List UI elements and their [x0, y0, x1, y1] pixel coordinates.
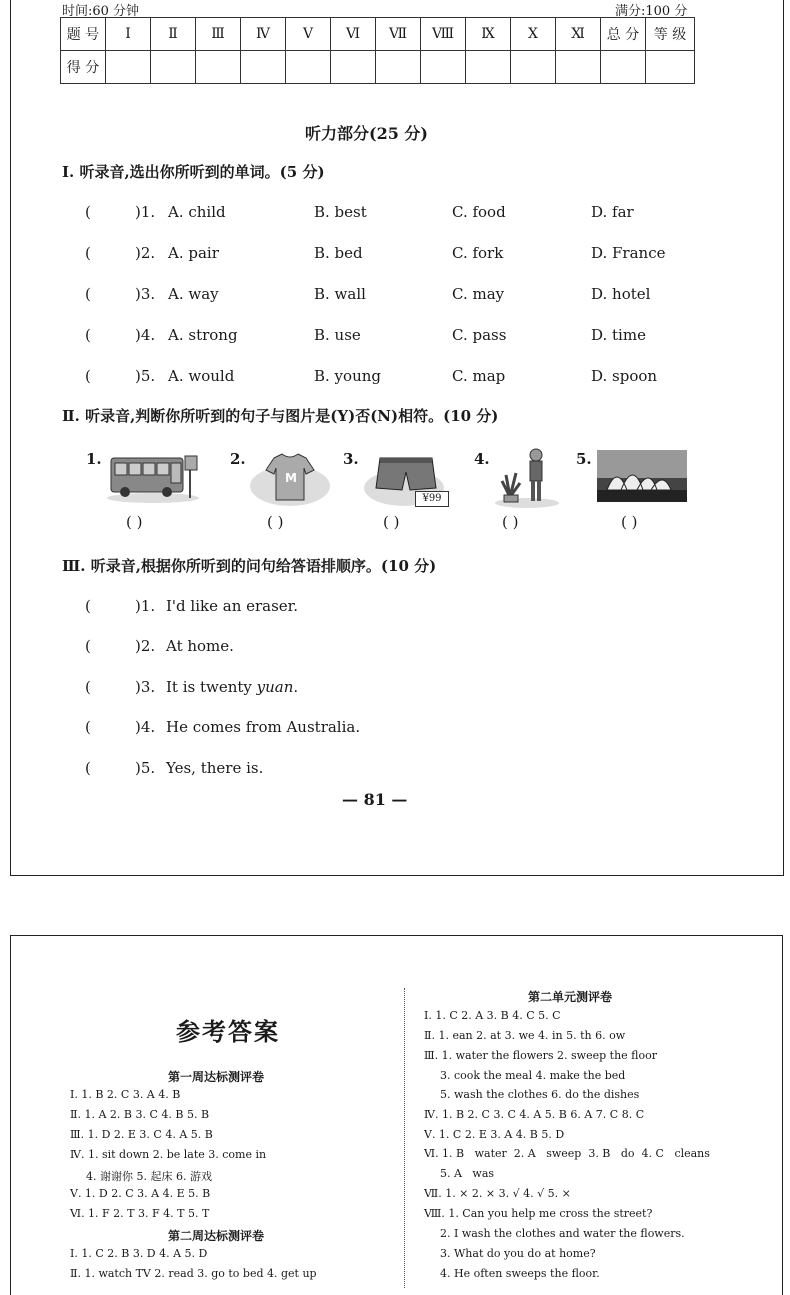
score-cell [466, 51, 511, 84]
response-text: At home. [166, 637, 234, 655]
option-c: C. food [452, 203, 506, 221]
answer-key-title: 参考答案 [176, 1017, 280, 1046]
question-number: )4. [135, 718, 156, 736]
svg-text:M: M [285, 471, 297, 485]
answer-line: Ⅵ. 1. B water 2. A sweep 3. B do 4. C cleans [424, 1147, 710, 1160]
answer-line: Ⅴ. 1. C 2. E 3. A 4. B 5. D [424, 1128, 565, 1141]
option-d: D. far [591, 203, 634, 221]
answer-blank[interactable]: ( ) [502, 513, 519, 531]
answer-line: Ⅱ. 1. watch TV 2. read 3. go to bed 4. get up [70, 1267, 317, 1280]
score-cell [151, 51, 196, 84]
question-number: )1. [135, 597, 156, 615]
answer-paren: ( [85, 367, 91, 385]
full-score-label: 满分:100 分 [615, 4, 688, 19]
score-cell [106, 51, 151, 84]
option-b: B. use [314, 326, 361, 344]
answer-paren: ( [85, 597, 91, 615]
answer-line: Ⅷ. 1. Can you help me cross the street? [424, 1207, 653, 1220]
option-a: A. pair [168, 244, 219, 262]
score-col-header: Ⅶ [376, 18, 421, 51]
picture-number: 1. [86, 450, 102, 468]
response-text-part: . [293, 678, 299, 696]
option-b: B. young [314, 367, 381, 385]
score-table-header-row [61, 18, 695, 51]
score-col-header: Ⅰ [106, 18, 151, 51]
section1-title: Ⅰ. 听录音,选出你所听到的单词。(5 分) [62, 163, 325, 181]
answer-line: Ⅴ. 1. D 2. C 3. A 4. E 5. B [70, 1187, 211, 1200]
answer-line: Ⅰ. 1. B 2. C 3. A 4. B [70, 1088, 181, 1101]
score-cell [646, 51, 695, 84]
answer-paren: ( [85, 326, 91, 344]
answer-line: 3. cook the meal 4. make the bed [440, 1069, 626, 1082]
answer-line: Ⅳ. 1. B 2. C 3. C 4. A 5. B 6. A 7. C 8. C [424, 1108, 645, 1121]
response-text: I'd like an eraser. [166, 597, 298, 615]
option-a: A. strong [168, 326, 238, 344]
response-text: Yes, there is. [166, 759, 264, 777]
score-cell [376, 51, 421, 84]
option-c: C. map [452, 367, 506, 385]
score-cell [241, 51, 286, 84]
score-col-header: Ⅳ [241, 18, 286, 51]
score-col-header: Ⅱ [151, 18, 196, 51]
listening-section-title: 听力部分(25 分) [305, 124, 428, 143]
answer-line: Ⅱ. 1. ean 2. at 3. we 4. in 5. th 6. ow [424, 1029, 626, 1042]
boy-with-plant-icon [492, 445, 562, 510]
question-number: )5. [135, 759, 156, 777]
option-c: C. may [452, 285, 505, 303]
response-text: He comes from Australia. [166, 718, 361, 736]
option-c: C. pass [452, 326, 507, 344]
question-number: )3. [135, 285, 156, 303]
response-text-part: It is twenty [166, 678, 257, 696]
score-cell [331, 51, 376, 84]
answer-line: Ⅲ. 1. D 2. E 3. C 4. A 5. B [70, 1128, 213, 1141]
answer-line: 4. 谢谢你 5. 起床 6. 游戏 [86, 1170, 212, 1183]
answer-paren: ( [85, 718, 91, 736]
option-d: D. hotel [591, 285, 651, 303]
answer-section-heading: 第二单元测评卷 [528, 990, 613, 1004]
question-number: )3. [135, 678, 156, 696]
score-col-header: Ⅷ [421, 18, 466, 51]
time-label: 时间:60 分钟 [62, 4, 140, 19]
picture-number: 5. [576, 450, 592, 468]
score-col-header: Ⅸ [466, 18, 511, 51]
picture-number: 3. [343, 450, 359, 468]
option-d: D. spoon [591, 367, 658, 385]
question-number: )2. [135, 244, 156, 262]
opera-house-icon [597, 450, 687, 502]
score-col-header: Ⅹ [511, 18, 556, 51]
tshirt-icon [248, 450, 333, 510]
answer-paren: ( [85, 637, 91, 655]
question-number: )2. [135, 637, 156, 655]
answer-line: Ⅲ. 1. water the flowers 2. sweep the floor [424, 1049, 658, 1062]
answer-blank[interactable]: ( ) [126, 513, 143, 531]
answer-paren: ( [85, 285, 91, 303]
score-col-header: Ⅵ [331, 18, 376, 51]
score-table-row-label: 得 分 [61, 51, 106, 84]
column-divider [404, 988, 405, 1288]
option-a: A. child [168, 203, 226, 221]
answer-line: 4. He often sweeps the floor. [440, 1267, 600, 1280]
answer-paren: ( [85, 203, 91, 221]
score-cell [421, 51, 466, 84]
answer-line: Ⅱ. 1. A 2. B 3. C 4. B 5. B [70, 1108, 210, 1121]
answer-line: Ⅳ. 1. sit down 2. be late 3. come in [70, 1148, 267, 1161]
answer-blank[interactable]: ( ) [621, 513, 638, 531]
option-b: B. bed [314, 244, 363, 262]
answer-line: Ⅰ. 1. C 2. A 3. B 4. C 5. C [424, 1009, 561, 1022]
question-number: )1. [135, 203, 156, 221]
answer-blank[interactable]: ( ) [383, 513, 400, 531]
answer-paren: ( [85, 759, 91, 777]
price-tag: ¥99 [415, 491, 449, 507]
option-c: C. fork [452, 244, 504, 262]
answer-blank[interactable]: ( ) [267, 513, 284, 531]
page-number: — 81 — [342, 790, 408, 809]
answer-line: 5. A was [440, 1167, 495, 1180]
option-b: B. best [314, 203, 367, 221]
score-table-score-row [61, 51, 695, 84]
score-col-header: Ⅲ [196, 18, 241, 51]
option-d: D. France [591, 244, 666, 262]
picture-number: 4. [474, 450, 490, 468]
answer-section-heading: 第一周达标测评卷 [168, 1070, 265, 1084]
answer-line: 2. I wash the clothes and water the flowers. [440, 1227, 685, 1240]
option-b: B. wall [314, 285, 366, 303]
answer-section-heading: 第二周达标测评卷 [168, 1229, 265, 1243]
option-d: D. time [591, 326, 646, 344]
response-text [166, 678, 298, 696]
section3-title: Ⅲ. 听录音,根据你所听到的问句给答语排顺序。(10 分) [62, 557, 437, 575]
answer-line: Ⅵ. 1. F 2. T 3. F 4. T 5. T [70, 1207, 210, 1220]
question-number: )4. [135, 326, 156, 344]
option-a: A. way [168, 285, 219, 303]
answer-line: Ⅶ. 1. × 2. × 3. √ 4. √ 5. × [424, 1187, 571, 1200]
score-cell [601, 51, 646, 84]
score-col-header: Ⅴ [286, 18, 331, 51]
picture-number: 2. [230, 450, 246, 468]
score-cell [511, 51, 556, 84]
response-text-italic: yuan [256, 678, 294, 696]
score-col-header: Ⅺ [556, 18, 601, 51]
score-cell [286, 51, 331, 84]
option-a: A. would [168, 367, 235, 385]
section2-title: Ⅱ. 听录音,判断你所听到的句子与图片是(Y)否(N)相符。(10 分) [62, 407, 499, 425]
answer-line: 5. wash the clothes 6. do the dishes [440, 1088, 640, 1101]
score-col-header: 等 级 [646, 18, 695, 51]
bus-icon [105, 450, 205, 505]
score-table [60, 17, 695, 84]
score-table-row-label: 题 号 [61, 18, 106, 51]
question-number: )5. [135, 367, 156, 385]
score-col-header: 总 分 [601, 18, 646, 51]
answer-paren: ( [85, 678, 91, 696]
answer-paren: ( [85, 244, 91, 262]
answer-line: Ⅰ. 1. C 2. B 3. D 4. A 5. D [70, 1247, 208, 1260]
score-cell [196, 51, 241, 84]
score-cell [556, 51, 601, 84]
answer-line: 3. What do you do at home? [440, 1247, 596, 1260]
